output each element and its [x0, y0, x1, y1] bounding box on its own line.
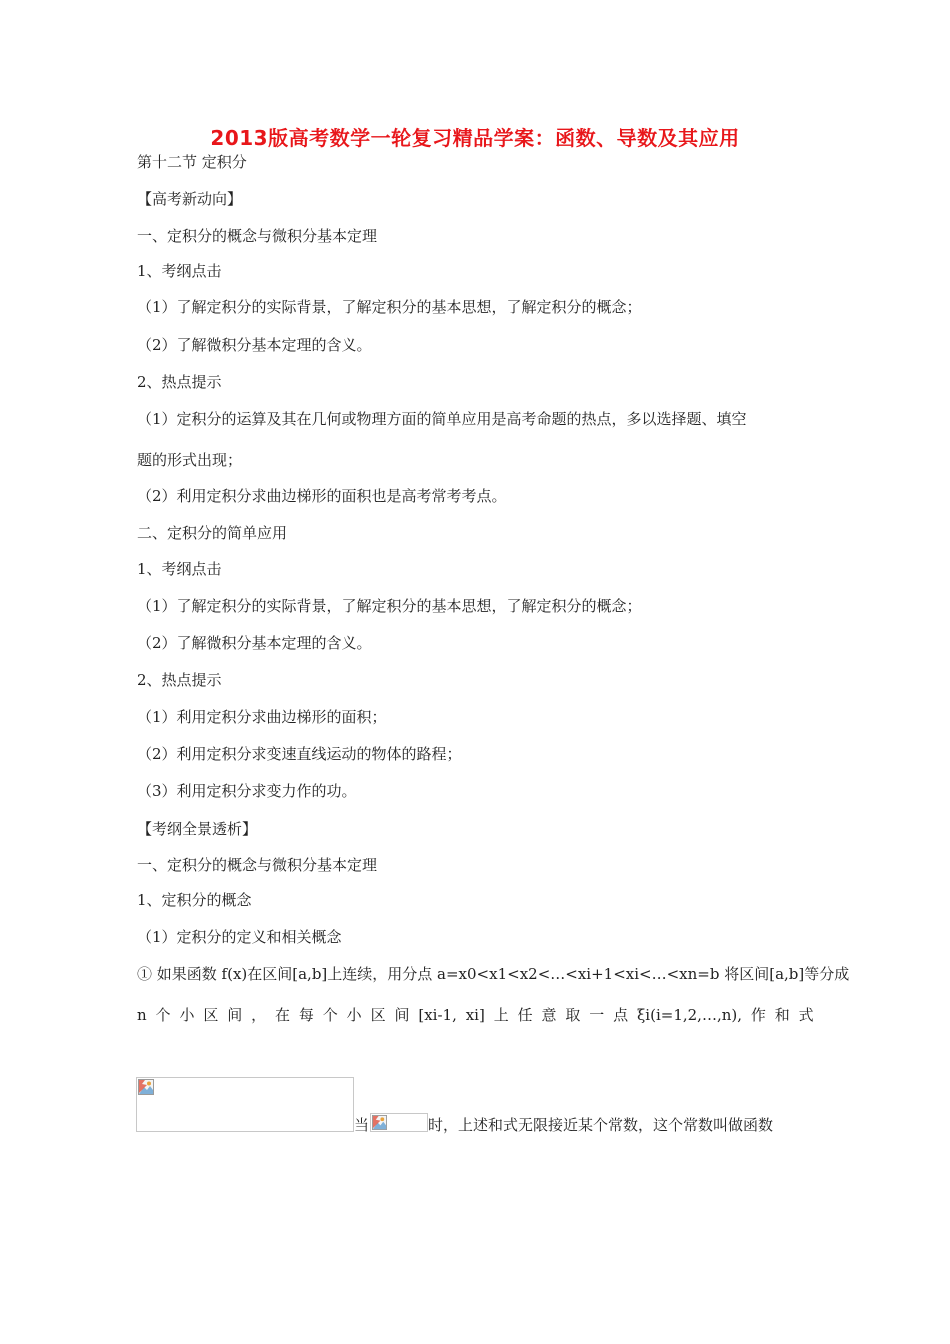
- paragraph-line2-word: 区: [203, 1006, 219, 1024]
- paragraph-line2-word: 小: [179, 1006, 195, 1024]
- paragraph-line2-word: 间: [394, 1006, 410, 1024]
- paragraph-line1: ① 如果函数 f(x)在区间[a,b]上连续，用分点 a=x0<x1<x2<…<xi+1<xi<…<xn=b 将区间[a,b]等分成: [137, 965, 850, 983]
- part2-sub2-item: （2）利用定积分求变速直线运动的物体的路程；: [137, 745, 462, 763]
- paragraph-line2-word: 点: [613, 1006, 629, 1024]
- broken-image-icon: [372, 1115, 387, 1130]
- paragraph-line2-word: 任: [517, 1006, 533, 1024]
- paragraph-line2-word: 每: [298, 1006, 314, 1024]
- paragraph-line2-word: 个: [322, 1006, 338, 1024]
- paragraph-line2-word: [xi-1,: [418, 1006, 457, 1024]
- part2-sub1-item: （2）了解微积分基本定理的含义。: [137, 634, 372, 652]
- part3-title: 一、定积分的概念与微积分基本定理: [137, 856, 378, 874]
- paragraph-line2-word: 和: [774, 1006, 790, 1024]
- part2-title: 二、定积分的简单应用: [137, 524, 288, 542]
- heading-new-trends: 【高考新动向】: [137, 190, 243, 208]
- paragraph-line2-word: 个: [155, 1006, 171, 1024]
- part1-sub1-item: （1）了解定积分的实际背景，了解定积分的基本思想，了解定积分的概念；: [137, 298, 642, 316]
- paragraph-line2-word: 式: [798, 1006, 814, 1024]
- part1-title: 一、定积分的概念与微积分基本定理: [137, 227, 378, 245]
- part2-sub1: 1、考纲点击: [137, 560, 222, 578]
- document-title: 2013版高考数学一轮复习精品学案：函数、导数及其应用: [210, 126, 740, 150]
- paragraph-line2-word: n: [137, 1006, 147, 1024]
- part2-sub2-item: （1）利用定积分求曲边梯形的面积；: [137, 708, 387, 726]
- broken-image-icon: [138, 1079, 154, 1095]
- part1-sub2: 2、热点提示: [137, 373, 222, 391]
- part1-sub1-item: （2）了解微积分基本定理的含义。: [137, 336, 372, 354]
- limit-image-placeholder: [370, 1113, 428, 1132]
- paragraph-line3-suffix: 时，上述和式无限接近某个常数，这个常数叫做函数: [428, 1116, 774, 1134]
- part1-sub2-item1-line1: （1）定积分的运算及其在几何或物理方面的简单应用是高考命题的热点，多以选择题、填空: [137, 410, 747, 428]
- paragraph-line2-word: ，: [251, 1006, 267, 1024]
- paragraph-line2-word: xi]: [465, 1006, 485, 1024]
- part1-sub2-item1-line2: 题的形式出现；: [137, 451, 243, 469]
- formula-image-placeholder: [136, 1077, 354, 1132]
- part2-sub2: 2、热点提示: [137, 671, 222, 689]
- part2-sub2-item: （3）利用定积分求变力作的功。: [137, 782, 357, 800]
- part3-sub1: 1、定积分的概念: [137, 891, 252, 909]
- paragraph-line2-word: 取: [565, 1006, 581, 1024]
- heading-outline-overview: 【考纲全景透析】: [137, 820, 258, 838]
- paragraph-line2-word: 小: [346, 1006, 362, 1024]
- paragraph-line2-word: 区: [370, 1006, 386, 1024]
- paragraph-line2-word: 意: [541, 1006, 557, 1024]
- paragraph-line2-word: 间: [227, 1006, 243, 1024]
- paragraph-line2-word: 在: [275, 1006, 291, 1024]
- paragraph-line2-word: ξi(i=1,2,…,n),: [637, 1006, 742, 1024]
- paragraph-line2-word: 上: [493, 1006, 509, 1024]
- part2-sub1-item: （1）了解定积分的实际背景，了解定积分的基本思想，了解定积分的概念；: [137, 597, 642, 615]
- part3-sub1-item: （1）定积分的定义和相关概念: [137, 928, 342, 946]
- part1-sub1: 1、考纲点击: [137, 262, 222, 280]
- part1-sub2-item2: （2）利用定积分求曲边梯形的面积也是高考常考考点。: [137, 487, 507, 505]
- paragraph-line3-prefix: 当: [354, 1116, 370, 1134]
- paragraph-line2-word: 作: [750, 1006, 766, 1024]
- section-heading: 第十二节 定积分: [137, 153, 247, 171]
- paragraph-line2-word: 一: [589, 1006, 605, 1024]
- paragraph-line2: [137, 1005, 814, 1025]
